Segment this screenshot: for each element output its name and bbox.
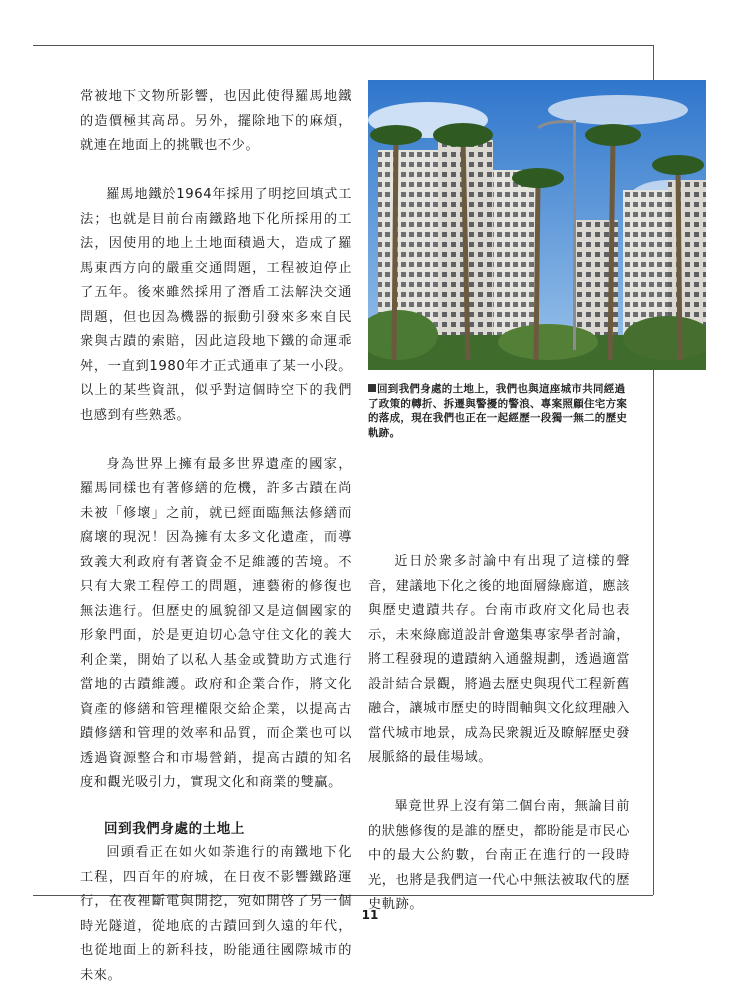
left-column [80, 85, 352, 988]
housing-photo [368, 80, 706, 370]
caption-square-icon [368, 384, 376, 392]
top-rule [33, 45, 653, 46]
left-paragraph-1: 常被地下文物所影響，也因此使得羅馬地鐵的造價極其高昂。另外，擺除地下的麻煩，就連在地面上的挑戰也不少。 [80, 89, 352, 153]
page-number: 11 [361, 908, 379, 922]
photo-illustration [368, 80, 706, 370]
left-paragraph-3: 身為世界上擁有最多世界遺產的國家，羅馬同樣也有著修繕的危機，許多古蹟在尚未被「修壞」之前，就已經面臨無法修繕而腐壞的現況！因為擁有太多文化遺產，而導致義大利政府有著資金不足維護的苦境。不只有大衆工程停工的問題，連藝術的修復也無法進行。但歷史的風貌卻又是這個國家的形象門面，於是更迫切心急守住文化的義大利企業，開始了以私人基金或贊助方式進行當地的古蹟維護。政府和企業合作，將文化資產的修繕和管理權限交給企業，以提高古蹟修繕和管理的效率和品質，而企業也可以透過資源整合和市場營銷，提高古蹟的知名度和觀光吸引力，實現文化和商業的雙贏。 [80, 456, 352, 790]
right-column [368, 550, 630, 918]
left-paragraph-2: 羅馬地鐵於1964年採用了明挖回填式工法；也就是目前台南鐵路地下化所採用的工法，因使用的地上土地面積過大，造成了羅馬東西方向的嚴重交通問題，工程被迫停止了五年。後來雖然採用了潛盾工法解決交通問題，但也因為機器的振動引發來多來自民衆與古蹟的索賠，因此這段地下鐵的命運乖舛，一直到1980年才正式通車了某一小段。以上的某些資訊，似乎對這個時空下的我們也感到有些熟悉。 [80, 187, 352, 423]
photo-caption [368, 382, 630, 440]
section-heading: 回到我們身處的土地上 [104, 820, 245, 837]
right-paragraph-2: 畢竟世界上沒有第二個台南，無論目前的狀態修復的是誰的歷史，都盼能是市民心中的最大公約數，台南正在進行的一段時光，也將是我們這一代心中無法被取代的歷史軌跡。 [368, 799, 630, 912]
left-paragraph-4: 回頭看正在如火如荼進行的南鐵地下化工程，四百年的府城，在日夜不影響鐵路運行，在夜裡斷電與開挖，宛如開啓了另一個時光隧道，從地底的古蹟回到久遠的年代，也從地面上的新科技，盼能通往國際城市的未來。 [80, 845, 352, 983]
right-paragraph-1: 近日於衆多討論中有出現了這樣的聲音，建議地下化之後的地面層綠廊道，應該與歷史遺蹟共存。台南市政府文化局也表示，未來綠廊道設計會邀集專家學者討論，將工程發現的遺蹟納入通盤規劃，透過適當設計結合景觀，將過去歷史與現代工程新舊融合，讓城市歷史的時間軸與文化紋理融入當代城市地景，成為民衆親近及瞭解歷史發展脈絡的最佳場域。 [368, 554, 630, 765]
caption-text: 回到我們身處的土地上，我們也與這座城市共同經過了政策的轉折、拆遷與警擾的警浪、專案照顧住宅方案的落成，現在我們也正在一起經歷一段獨一無二的歷史軌跡。 [368, 383, 628, 439]
